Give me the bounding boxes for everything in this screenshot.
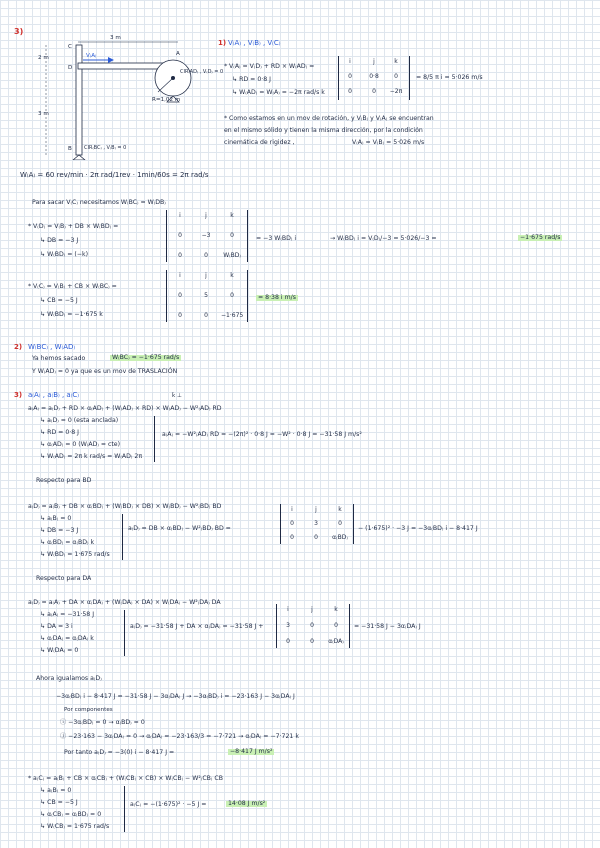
- matrix-ab: i j k 0 3 0 0 0 α₍BD₎: [280, 504, 354, 544]
- p3-subA3: ↳ α₍AD₎ = 0 (W₍AD₎ = cte): [40, 441, 121, 448]
- p3-eqB: a₍D₎ = a₍B₎ + DB × α₍BD₎ + (W₍BD₎ × DB) × W₍BD₎ − W²₍BD₎ BD: [28, 503, 222, 510]
- matrix-vd: i j k 0 −3 0 0 0 W₍BD₎: [166, 210, 248, 262]
- p1-para: Para sacar V₍C₎ necesitamos W₍BC₎ = W₍DB₎: [32, 199, 166, 206]
- p2-line1-hl: W₍BC₎ = −1·675 rad/s: [112, 354, 180, 361]
- p1-eq1: * V₍A₎ = V₍D₎ + RD × W₍AD₎ =: [224, 63, 315, 70]
- part2-label: 2): [14, 343, 23, 351]
- part3-label: 3): [14, 391, 23, 399]
- dim-top: 3 m: [110, 35, 121, 41]
- p3-porTanto-hl: −8·417 J m/s²: [230, 748, 273, 755]
- p3-resB1: a₍D₎ = DB × α₍BD₎ − W²₍BD₎ BD =: [128, 525, 231, 532]
- p1-vd-sub1: ↳ DB = −3 J: [40, 237, 79, 244]
- p3-subL1: ↳ a₍B₎ = 0: [40, 787, 72, 794]
- point-a: A: [176, 51, 180, 57]
- p1-res3: = 8·38 i m/s: [258, 294, 296, 301]
- p3-resA: a₍A₎ = −W²₍AD₎ RD = −(2π)² · 0·8 J = −W² · 0·8 J = −31·58 J m/s²: [162, 431, 362, 438]
- problem-number: 3): [14, 27, 24, 36]
- part1-label: 1): [218, 39, 227, 47]
- p1-note3: cinemática de rigidez ,: [224, 139, 295, 146]
- p1-sub2: ↳ W₍AD₎ = W₍A₎ = −2π rad/s k: [232, 89, 325, 96]
- p3-resLast: a₍C₎ = −(1·675)² · −5 J =: [130, 801, 207, 808]
- point-c: C: [68, 44, 72, 50]
- p3-resLast-hl: 14·08 J m/s²: [228, 800, 266, 807]
- p3-subA1: ↳ a₍D₎ = 0 (esta anclada): [40, 417, 119, 424]
- p3-eqEq: −3α₍BD₎ i − 8·417 J = −31·58 J − 3α₍DA₎ J → −3α₍BD₎ i = −23·163 J − 3α₍DA₎ J: [56, 693, 295, 700]
- p1-omega: W₍A₎ = 60 rev/min · 2π rad/1rev · 1min/60s = 2π rad/s: [20, 171, 209, 179]
- p1-res2b: → W₍BD₎ i = V₍D₎/−3 = 5·026/−3 =: [330, 235, 437, 242]
- p3-subC2: ↳ DA = 3 i: [40, 623, 73, 630]
- part1-title: V₍A₎ , V₍B₎ , V₍C₎: [228, 39, 281, 47]
- p3-top-note: k̄ ⊥: [172, 393, 182, 399]
- p3-comp1: ⓘ −3α₍BD₎ = 0 → α₍BD₎ = 0: [60, 719, 145, 726]
- p3-subL4: ↳ W₍CB₎ = 1·675 rad/s: [40, 823, 110, 830]
- p1-vc-sub1: ↳ CB = −5 J: [40, 297, 78, 304]
- p3-resB2: − (1·675)² · −3 J = −3α₍BD₎ i − 8·417 J: [358, 525, 478, 532]
- p3-respBD: Respecto para BD: [36, 477, 92, 484]
- p1-sub1: ↳ RD = 0·8 J: [232, 76, 271, 83]
- p3-subL2: ↳ CB = −5 J: [40, 799, 78, 806]
- p3-subC3: ↳ α₍DA₎ = α₍DA₎ k: [40, 635, 94, 642]
- p3-subA4: ↳ W₍AD₎ = 2π k rad/s = W₍AD₎ 2π: [40, 453, 143, 460]
- p1-note1: * Como estamos en un mov de rotación, y V₍B₎ y V₍A₎ se encuentran: [224, 115, 434, 122]
- velocity-label: V₍A₎: [86, 53, 97, 59]
- p3-subL3: ↳ α₍CB₎ = α₍BD₎ = 0: [40, 811, 102, 818]
- matrix-vc: i j k 0 5 0 0 0 −1·675: [166, 270, 248, 322]
- p3-subB4: ↳ W₍BD₎ = 1·675 rad/s: [40, 551, 110, 558]
- p3-resC2: = −31·58 J − 3α₍DA₎ J: [354, 623, 421, 630]
- dim-left-top: 2 m: [38, 55, 49, 61]
- p3-subB3: ↳ α₍BD₎ = α₍BD₎ k: [40, 539, 95, 546]
- p1-vd-sub2: ↳ W₍BD₎ = (−k): [40, 251, 89, 258]
- dim-left-main: 3 m: [38, 111, 49, 117]
- matrix-va: i j k 0 0·8 0 0 0 −2π: [338, 56, 410, 100]
- p3-eqLast: * a₍C₎ = a₍B₎ + CB × α₍CB₎ + (W₍CB₎ × CB) × W₍CB₎ − W²₍CB₎ CB: [28, 775, 223, 782]
- point-b: B: [68, 146, 72, 152]
- p3-eqA: a₍A₎ = a₍D₎ + RD × α₍AD₎ + (W₍AD₎ × RD) × W₍AD₎ − W²₍AD₎ RD: [28, 405, 222, 412]
- p3-subB1: ↳ a₍B₎ = 0: [40, 515, 72, 522]
- p1-vc-eq: * V₍C₎ = V₍B₎ + CB × W₍BC₎ =: [28, 283, 117, 290]
- support-b: [73, 155, 85, 160]
- cir-d: CIR₍AD₎ , V₍D₎ = 0: [180, 69, 224, 75]
- p1-res2a: = −3 W₍BD₎ i: [256, 235, 297, 242]
- p1-result: = 8/5 π i = 5·026 m/s: [416, 74, 483, 81]
- p3-resC1: a₍D₎ = −31·58 J + DA × α₍DA₎ = −31·58 J +: [130, 623, 264, 630]
- p2-line2: Y W₍AD₎ = 0 ya que es un mov de TRASLACIÓN: [32, 368, 178, 375]
- p1-note2: en el mismo sólido y tienen la misma dirección, por la condición: [224, 127, 423, 134]
- p1-res2c: −1·675 rad/s: [520, 234, 561, 241]
- p3-comp2: ⓙ −23·163 − 3α₍DA₎ = 0 → α₍DA₎ = −23·163/3 = −7·721 → α₍DA₎ = −7·721 k: [60, 733, 299, 740]
- p3-porTanto: Por tanto a₍D₎ = −3(0) i − 8·417 J =: [64, 749, 175, 756]
- point-d: D: [68, 65, 73, 71]
- rod-cb: [76, 45, 82, 155]
- p3-subC1: ↳ a₍A₎ = −31·58 J: [40, 611, 95, 618]
- p2-line1: Ya hemos sacado: [32, 355, 86, 362]
- p1-vc-sub2: ↳ W₍BD₎ = −1·675 k: [40, 311, 103, 318]
- part3-title: a₍A₎ , a₍B₎ , a₍C₎: [28, 391, 80, 399]
- p3-ahora: Ahora igualamos a₍D₎: [36, 675, 102, 682]
- mechanism-figure: [28, 30, 218, 160]
- radius-label: R=1,02 m: [152, 97, 181, 103]
- matrix-ad: i j k 3 0 0 0 0 α₍DA₎: [276, 604, 350, 648]
- p3-eqC: a₍D₎ = a₍A₎ + DA × α₍DA₎ + (W₍DA₎ × DA) × W₍DA₎ − W²₍DA₎ DA: [28, 599, 221, 606]
- p1-vd-eq: * V₍D₎ = V₍B₎ + DB × W₍BD₎ =: [28, 223, 119, 230]
- cir-b: CIR₍BC₎ , V₍B₎ = 0: [84, 145, 127, 151]
- p3-porComp: Por componentes: [64, 707, 113, 713]
- p3-subB2: ↳ DB = −3 J: [40, 527, 79, 534]
- p3-subA2: ↳ RD = 0·8 J: [40, 429, 79, 436]
- p3-subC4: ↳ W₍DA₎ = 0: [40, 647, 79, 654]
- p3-respDA: Respecto para DA: [36, 575, 92, 582]
- p1-note-result: V₍A₎ = V₍B₎ = 5·026 m/s: [352, 139, 425, 146]
- part2-title: W₍BC₎ , W₍AD₎: [28, 343, 76, 351]
